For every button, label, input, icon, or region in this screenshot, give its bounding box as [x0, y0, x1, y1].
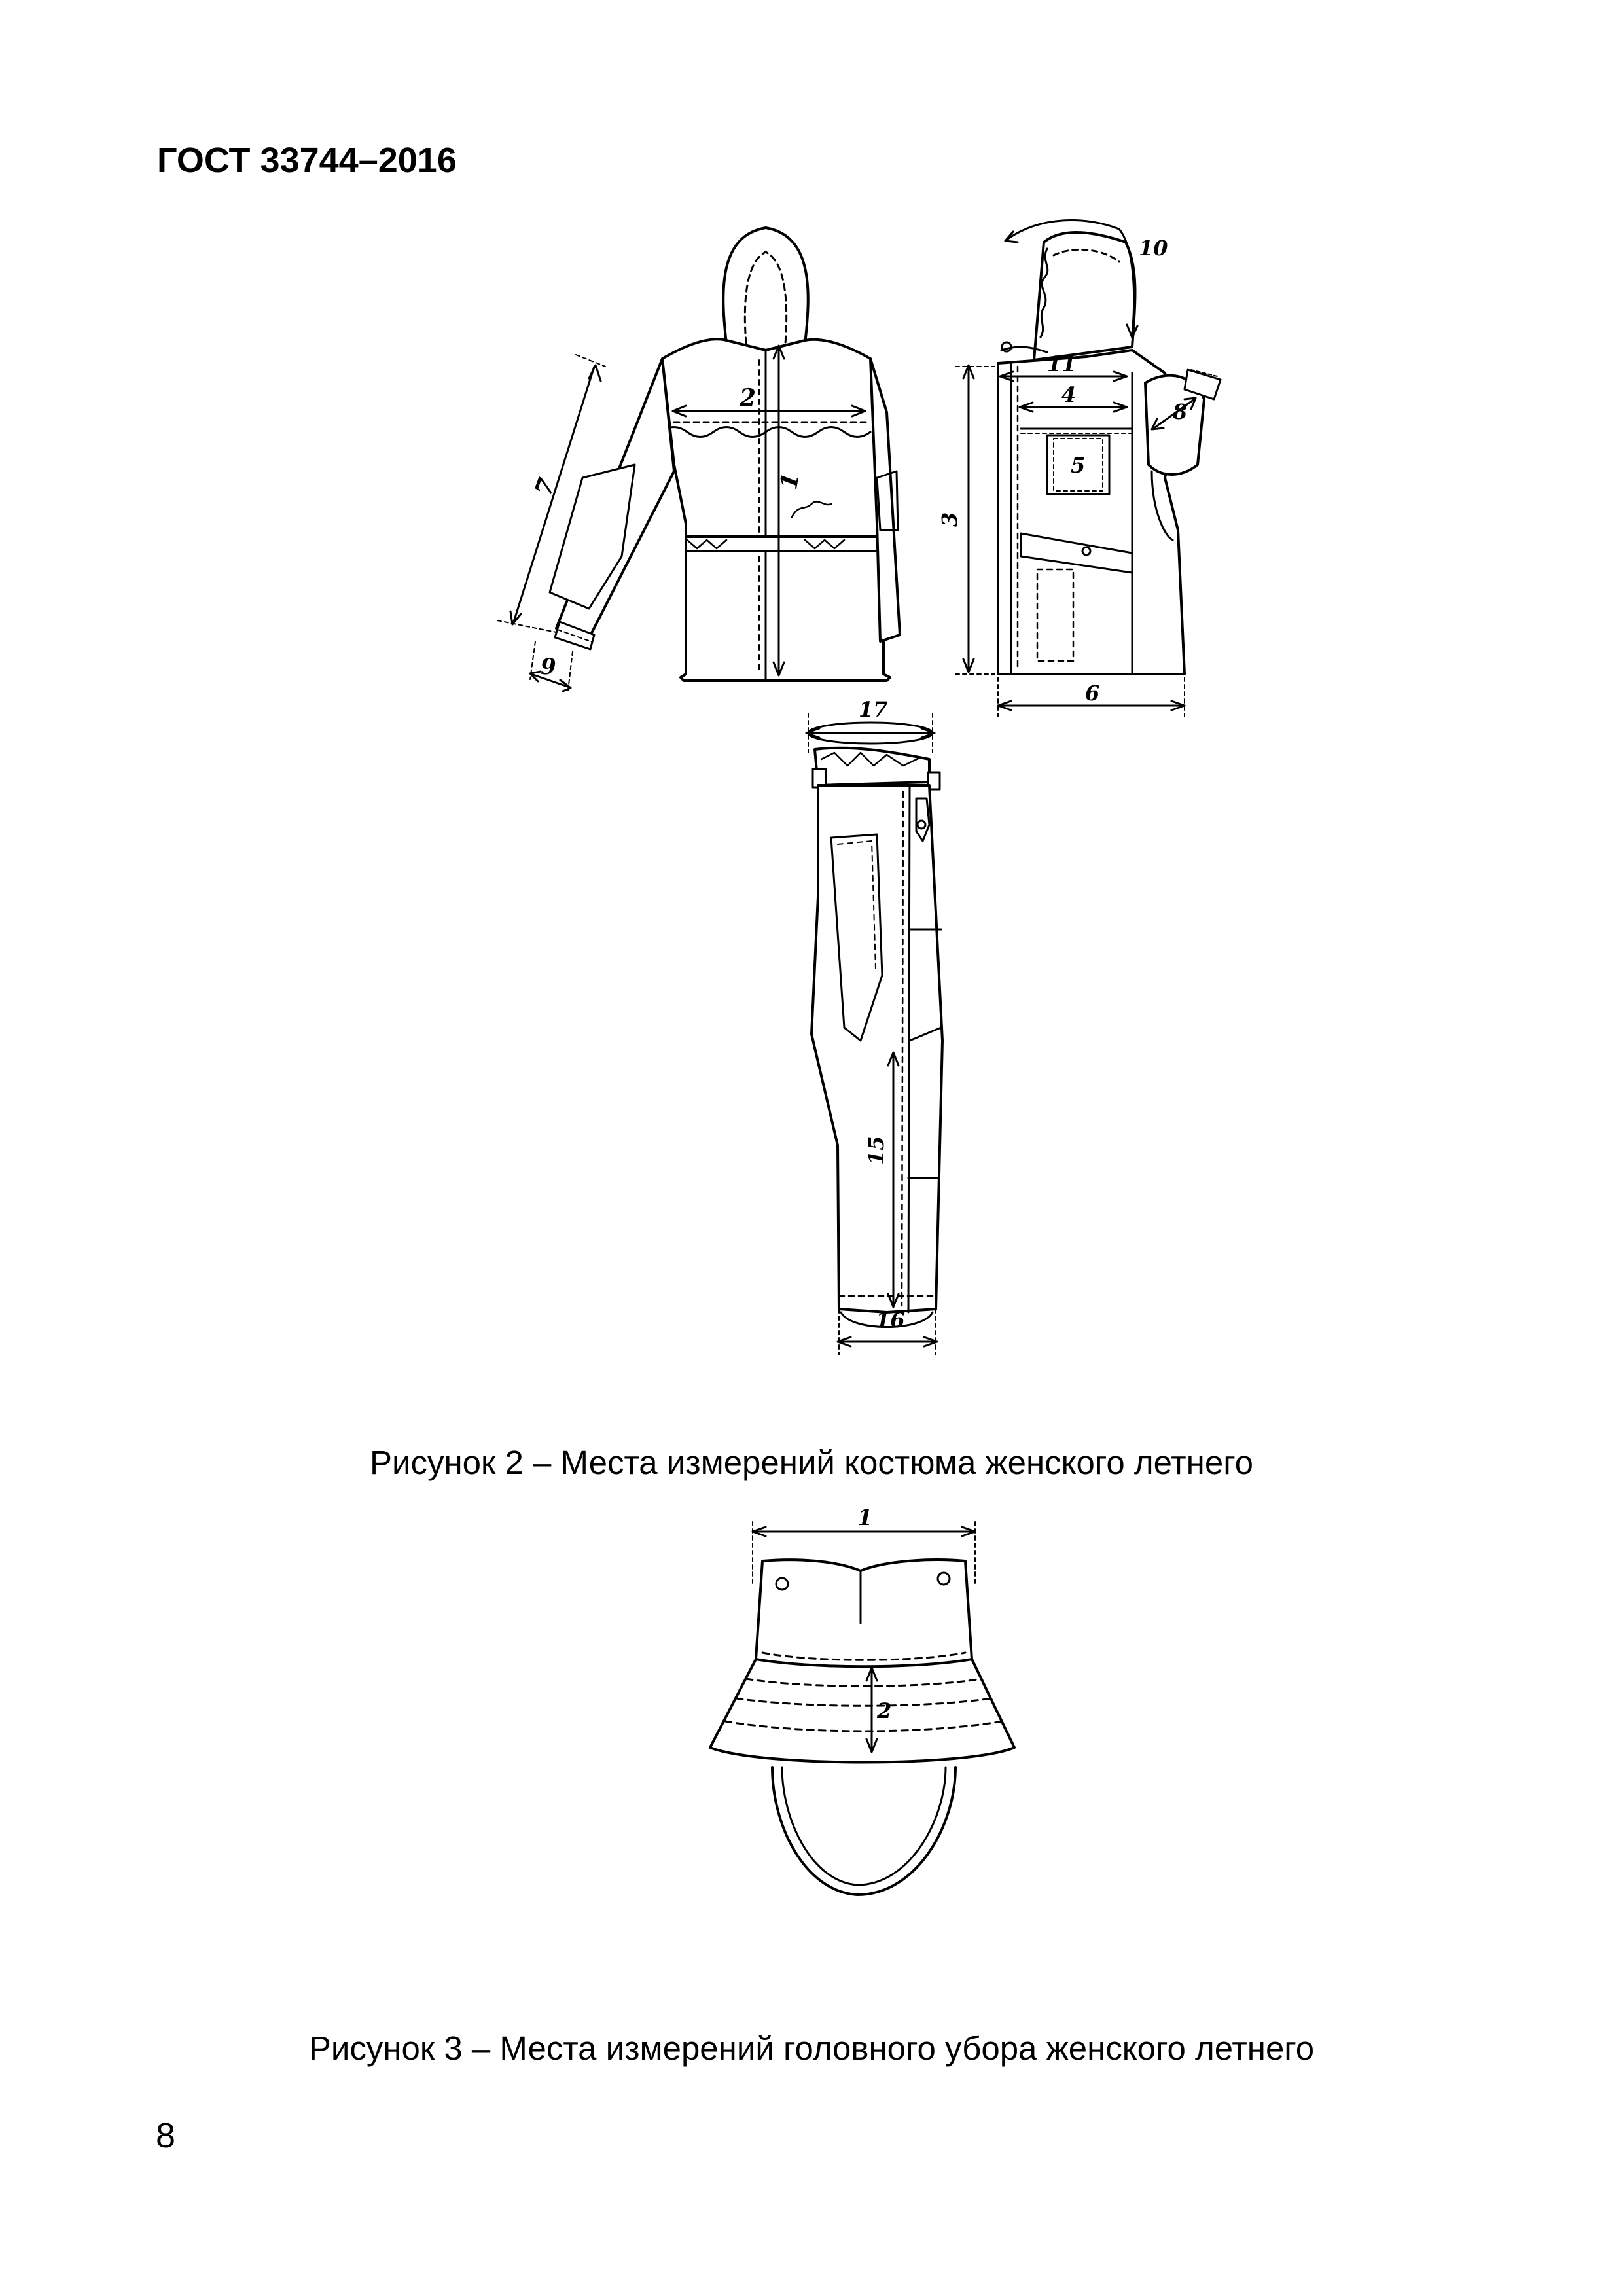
hood-outline	[723, 228, 808, 344]
side-hood-outline	[1034, 232, 1135, 360]
dim-label-9: 9	[541, 654, 556, 680]
jacket-body-outline	[662, 339, 890, 681]
dim-label-1: 1	[774, 471, 805, 492]
dim-label-7: 7	[529, 475, 562, 500]
page-number: 8	[156, 2116, 176, 2155]
hat-drawing	[700, 1499, 1041, 1918]
dim-label-8: 8	[1173, 399, 1188, 424]
trousers-leg-outline	[812, 785, 942, 1312]
dim-label-6: 6	[1085, 681, 1100, 706]
hat-brim	[710, 1659, 1014, 1763]
dim-label-5: 5	[1071, 453, 1086, 478]
dim-label-3: 3	[937, 512, 962, 527]
jacket-side-drawing	[916, 203, 1243, 720]
dim-label-11: 11	[1047, 351, 1077, 376]
document-header: ГОСТ 33744–2016	[157, 141, 457, 180]
trousers-drawing	[798, 687, 988, 1361]
hat-dim-label-2: 2	[877, 1698, 892, 1723]
hat-neck-flap	[772, 1767, 955, 1895]
dim-label-17: 17	[859, 697, 888, 722]
jacket-front-drawing	[478, 216, 923, 720]
dim-label-4: 4	[1061, 382, 1077, 407]
dim-label-15: 15	[864, 1136, 889, 1165]
waist-belt	[686, 537, 883, 551]
dim-label-16: 16	[876, 1308, 905, 1333]
hat-dim-label-1: 1	[857, 1505, 873, 1531]
dim-label-2: 2	[740, 384, 757, 412]
figure-3-caption: Рисунок 3 – Места измерений головного убора женского летнего	[308, 2030, 1315, 2067]
dim-label-10: 10	[1139, 236, 1168, 260]
figure-2-caption: Рисунок 2 – Места измерений костюма женского летнего	[369, 1444, 1254, 1481]
